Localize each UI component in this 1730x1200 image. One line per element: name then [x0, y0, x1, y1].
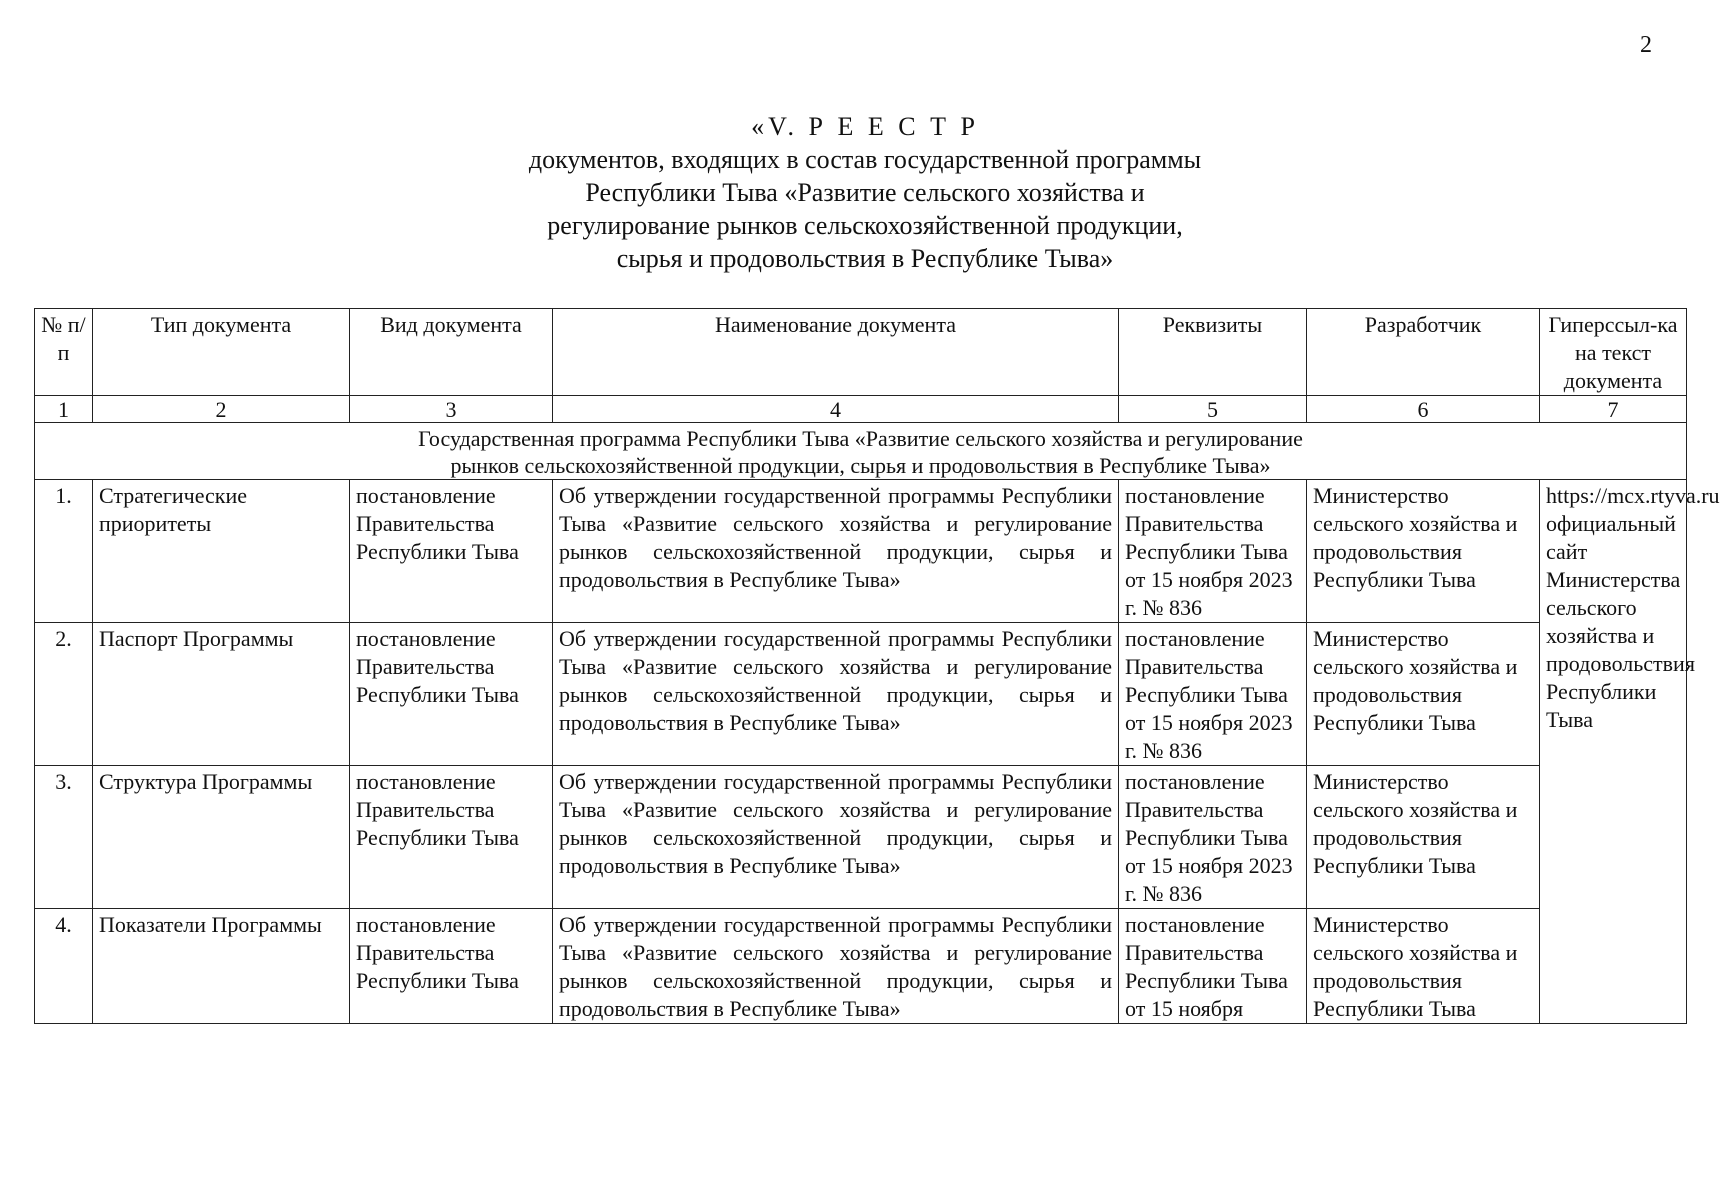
row-developer: Министерство сельского хозяйства и продовольствия Республики Тыва	[1307, 480, 1540, 623]
row-hyperlink: https://mcx.rtyva.ru официальный сайт Министерства сельского хозяйства и продовольствия Республики Тыва	[1540, 480, 1687, 1024]
header-type: Тип документа	[93, 309, 350, 396]
row-type: Паспорт Программы	[93, 623, 350, 766]
row-type: Структура Программы	[93, 766, 350, 909]
column-number: 2	[93, 396, 350, 423]
title-line: Республики Тыва «Развитие сельского хозяйства и	[585, 178, 1145, 207]
header-row	[35, 309, 1687, 396]
column-number: 1	[35, 396, 93, 423]
row-requisites: постановление Правительства Республики Тыва от 15 ноября 2023 г. № 836	[1119, 766, 1307, 909]
row-kind: постановление Правительства Республики Тыва	[350, 766, 553, 909]
row-name: Об утверждении государственной программы Республики Тыва «Развитие сельского хозяйства и регулирование рынков сельскохозяйственной продукции, сырья и продовольствия в Республике Тыва»	[553, 766, 1119, 909]
row-developer: Министерство сельского хозяйства и продовольствия Республики Тыва	[1307, 909, 1540, 1024]
row-type: Показатели Программы	[93, 909, 350, 1024]
section-title-line: Государственная программа Республики Тыва «Развитие сельского хозяйства и регулирование	[418, 426, 1303, 451]
column-number: 7	[1540, 396, 1687, 423]
row-num: 2.	[35, 623, 93, 766]
header-developer: Разработчик	[1307, 309, 1540, 396]
header-hyperlink: Гиперссыл-ка на текст документа	[1540, 309, 1687, 396]
document-title	[0, 110, 1730, 275]
title-heading: «V. Р Е Е С Т Р	[751, 112, 979, 141]
title-line: регулирование рынков сельскохозяйственной продукции,	[547, 211, 1183, 240]
section-title	[35, 423, 1687, 480]
table-row	[35, 623, 1687, 766]
row-num: 4.	[35, 909, 93, 1024]
row-developer: Министерство сельского хозяйства и продовольствия Республики Тыва	[1307, 766, 1540, 909]
header-num: № п/п	[35, 309, 93, 396]
header-name: Наименование документа	[553, 309, 1119, 396]
section-title-line: рынков сельскохозяйственной продукции, сырья и продовольствия в Республике Тыва»	[450, 453, 1271, 478]
table-row	[35, 766, 1687, 909]
table-row	[35, 909, 1687, 1024]
registry-table	[34, 308, 1720, 1024]
column-number: 6	[1307, 396, 1540, 423]
column-number: 3	[350, 396, 553, 423]
page-number: 2	[1640, 32, 1652, 58]
header-requisites: Реквизиты	[1119, 309, 1307, 396]
row-num: 1.	[35, 480, 93, 623]
row-kind: постановление Правительства Республики Тыва	[350, 909, 553, 1024]
row-name: Об утверждении государственной программы Республики Тыва «Развитие сельского хозяйства и регулирование рынков сельскохозяйственной продукции, сырья и продовольствия в Республике Тыва»	[553, 623, 1119, 766]
title-line: сырья и продовольствия в Республике Тыва»	[616, 244, 1114, 273]
row-requisites-text: постановление Правительства Республики Тыва от 15 ноября	[1125, 912, 1288, 1021]
header-kind: Вид документа	[350, 309, 553, 396]
column-number: 4	[553, 396, 1119, 423]
row-requisites: постановление Правительства Республики Тыва от 15 ноября 2023 г. № 836	[1119, 480, 1307, 623]
column-number: 5	[1119, 396, 1307, 423]
row-kind: постановление Правительства Республики Тыва	[350, 623, 553, 766]
row-developer: Министерство сельского хозяйства и продовольствия Республики Тыва	[1307, 623, 1540, 766]
row-kind: постановление Правительства Республики Тыва	[350, 480, 553, 623]
table-row	[35, 480, 1687, 623]
title-line: документов, входящих в состав государственной программы	[528, 145, 1202, 174]
row-name: Об утверждении государственной программы Республики Тыва «Развитие сельского хозяйства и регулирование рынков сельскохозяйственной продукции, сырья и продовольствия в Республике Тыва»	[553, 480, 1119, 623]
row-type: Стратегические приоритеты	[93, 480, 350, 623]
row-requisites: постановление Правительства Республики Тыва от 15 ноября 2023 г. № 836	[1119, 623, 1307, 766]
section-row	[35, 423, 1687, 480]
column-number-row	[35, 396, 1687, 423]
row-name: Об утверждении государственной программы Республики Тыва «Развитие сельского хозяйства и регулирование рынков сельскохозяйственной продукции, сырья и продовольствия в Республике Тыва»	[553, 909, 1119, 1024]
row-num: 3.	[35, 766, 93, 909]
row-requisites	[1119, 909, 1307, 1024]
